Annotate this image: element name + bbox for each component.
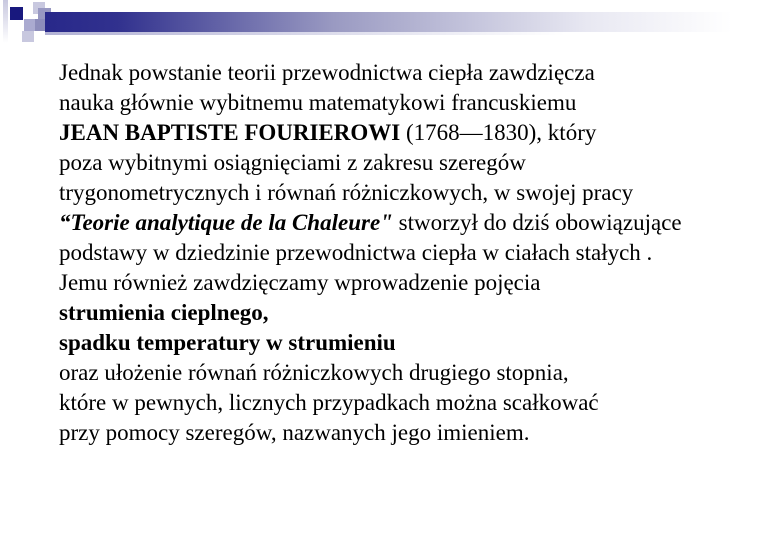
text-run: “Teorie analytique de la Chaleure" (59, 210, 393, 235)
text-run: poza wybitnymi osiągnięciami z zakresu szeregów (59, 150, 526, 175)
text-run: Jemu również zawdzięczamy wprowadzenie pojęcia (59, 270, 541, 295)
text-line (59, 328, 749, 358)
text-run: oraz ułożenie równań różniczkowych drugiego stopnia, (59, 360, 569, 385)
text-run: (1768—1830), który (400, 120, 597, 145)
slide-body-text (59, 58, 749, 448)
text-line (59, 148, 749, 178)
text-line (59, 118, 749, 148)
corner-square-navy (10, 7, 23, 20)
text-run: nauka głównie wybitnemu matematykowi francuskiemu (59, 90, 577, 115)
text-run: trygonometrycznych i równań różniczkowych, w swojej pracy (59, 180, 634, 205)
text-run: strumienia cieplnego, (59, 300, 269, 325)
text-run: stworzył do dziś obowiązujące (392, 210, 682, 235)
text-run: Jednak powstanie teorii przewodnictwa ciepła zawdzięcza (59, 60, 595, 85)
text-line (59, 418, 749, 448)
header-gradient-bar (45, 12, 768, 32)
text-run: spadku temperatury w strumieniu (59, 330, 396, 355)
text-line (59, 238, 749, 268)
text-line (59, 208, 749, 238)
text-line (59, 178, 749, 208)
text-run: które w pewnych, licznych przypadkach można scałkować (59, 390, 599, 415)
text-line (59, 298, 749, 328)
text-run: podstawy w dziedzinie przewodnictwa ciepła w ciałach stałych . (59, 240, 653, 265)
corner-square-light-bottom (22, 31, 34, 42)
text-run: przy pomocy szeregów, nazwanych jego imieniem. (59, 420, 530, 445)
corner-vertical-bar (3, 0, 8, 43)
text-line (59, 388, 749, 418)
header-bar-bottom-edge (45, 32, 565, 35)
text-line (59, 58, 749, 88)
text-line (59, 88, 749, 118)
text-run: JEAN BAPTISTE FOURIEROWI (59, 120, 401, 145)
text-line (59, 358, 749, 388)
text-line (59, 268, 749, 298)
